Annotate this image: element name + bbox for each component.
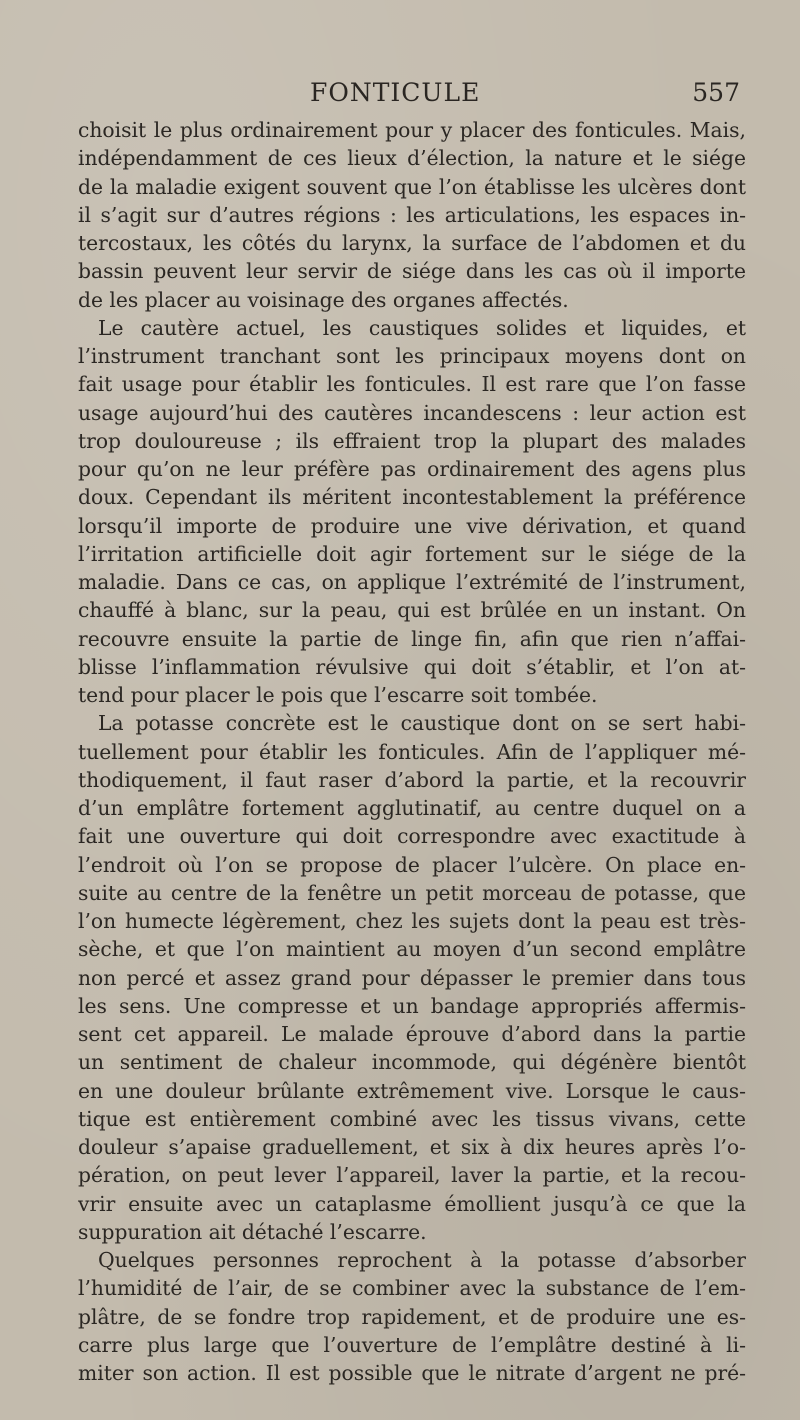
text-line: l’endroit où l’on se propose de placer l’ulcère. On place en- (78, 852, 746, 877)
text-line: sent cet appareil. Le malade éprouve d’abord dans la partie (78, 1022, 746, 1046)
text-line: fait une ouverture qui doit correspondre avec exactitude à (78, 824, 746, 849)
text-line: tuellement pour établir les fonticules. Afin de l’appliquer mé- (78, 739, 746, 764)
text-line: Quelques personnes reprochent à la potasse d’absorber (98, 1248, 746, 1272)
text-line: pération, on peut lever l’appareil, laver la partie, et la recou- (78, 1163, 746, 1188)
text-line: Le cautère actuel, les caustiques solides et liquides, et (98, 315, 746, 340)
text-line: les sens. Une compresse et un bandage appropriés affermis- (78, 993, 746, 1018)
body-text (78, 116, 746, 1387)
page-number: 557 (692, 78, 740, 107)
text-line: de les placer au voisinage des organes affectés. (78, 287, 569, 312)
text-line: fait usage pour établir les fonticules. Il est rare que l’on fasse (78, 372, 746, 397)
text-line: miter son action. Il est possible que le nitrate d’argent ne pré- (78, 1361, 746, 1385)
text-line: sèche, et que l’on maintient au moyen d’un second emplâtre (78, 937, 746, 962)
text-line: l’irritation artificielle doit agir fortement sur le siége de la (78, 541, 746, 566)
text-line: l’humidité de l’air, de se combiner avec la substance de l’em- (78, 1276, 746, 1301)
text-line: l’on humecte légèrement, chez les sujets dont la peau est très- (78, 909, 746, 933)
text-line: bassin peuvent leur servir de siége dans les cas où il importe (78, 259, 746, 284)
running-header (80, 78, 740, 118)
text-line: La potasse concrète est le caustique dont on se sert habi- (98, 711, 746, 736)
text-line: suite au centre de la fenêtre un petit morceau de potasse, que (78, 880, 746, 905)
text-line: un sentiment de chaleur incommode, qui dégénère bientôt (78, 1050, 746, 1075)
text-line: plâtre, de se fondre trop rapidement, et de produire une es- (78, 1304, 746, 1329)
text-line: suppuration ait détaché l’escarre. (78, 1219, 427, 1244)
text-line: chauffé à blanc, sur la peau, qui est brûlée en un instant. On (78, 598, 746, 623)
text-line: tend pour placer le pois que l’escarre soit tombée. (78, 683, 598, 707)
text-line: thodiquement, il faut raser d’abord la partie, et la recouvrir (78, 767, 746, 792)
text-line: lorsqu’il importe de produire une vive dérivation, et quand (78, 513, 746, 538)
running-title: FONTICULE (310, 78, 481, 107)
text-line: tique est entièrement combiné avec les tissus vivans, cette (78, 1106, 746, 1131)
text-line: tercostaux, les côtés du larynx, la surface de l’abdomen et du (78, 231, 746, 255)
text-line: doux. Cependant ils méritent incontestablement la préférence (78, 485, 746, 510)
text-line: l’instrument tranchant sont les principaux moyens dont on (78, 344, 746, 368)
text-line: vrir ensuite avec un cataplasme émollient jusqu’à ce que la (78, 1191, 746, 1216)
text-line: carre plus large que l’ouverture de l’emplâtre destiné à li- (78, 1332, 746, 1357)
text-line: indépendamment de ces lieux d’élection, la nature et le siége (78, 146, 746, 171)
text-line: blisse l’inflammation révulsive qui doit s’établir, et l’on at- (78, 654, 746, 679)
text-line: en une douleur brûlante extrêmement vive. Lorsque le caus- (78, 1078, 746, 1103)
text-line: d’un emplâtre fortement agglutinatif, au centre duquel on a (78, 796, 746, 820)
text-line: pour qu’on ne leur préfère pas ordinairement des agens plus (78, 457, 746, 481)
text-line: choisit le plus ordinairement pour y placer des fonticules. Mais, (78, 118, 746, 142)
text-line: il s’agit sur d’autres régions : les articulations, les espaces in- (78, 202, 746, 227)
text-line: non percé et assez grand pour dépasser le premier dans tous (78, 965, 746, 990)
text-line: trop douloureuse ; ils effraient trop la plupart des malades (78, 428, 746, 453)
text-line: usage aujourd’hui des cautères incandescens : leur action est (78, 400, 746, 425)
text-line: de la maladie exigent souvent que l’on établisse les ulcères dont (78, 174, 746, 199)
text-line: douleur s’apaise graduellement, et six à dix heures après l’o- (78, 1135, 746, 1159)
text-line: maladie. Dans ce cas, on applique l’extrémité de l’instrument, (78, 570, 746, 594)
text-line: recouvre ensuite la partie de linge fin, afin que rien n’affai- (78, 626, 746, 651)
